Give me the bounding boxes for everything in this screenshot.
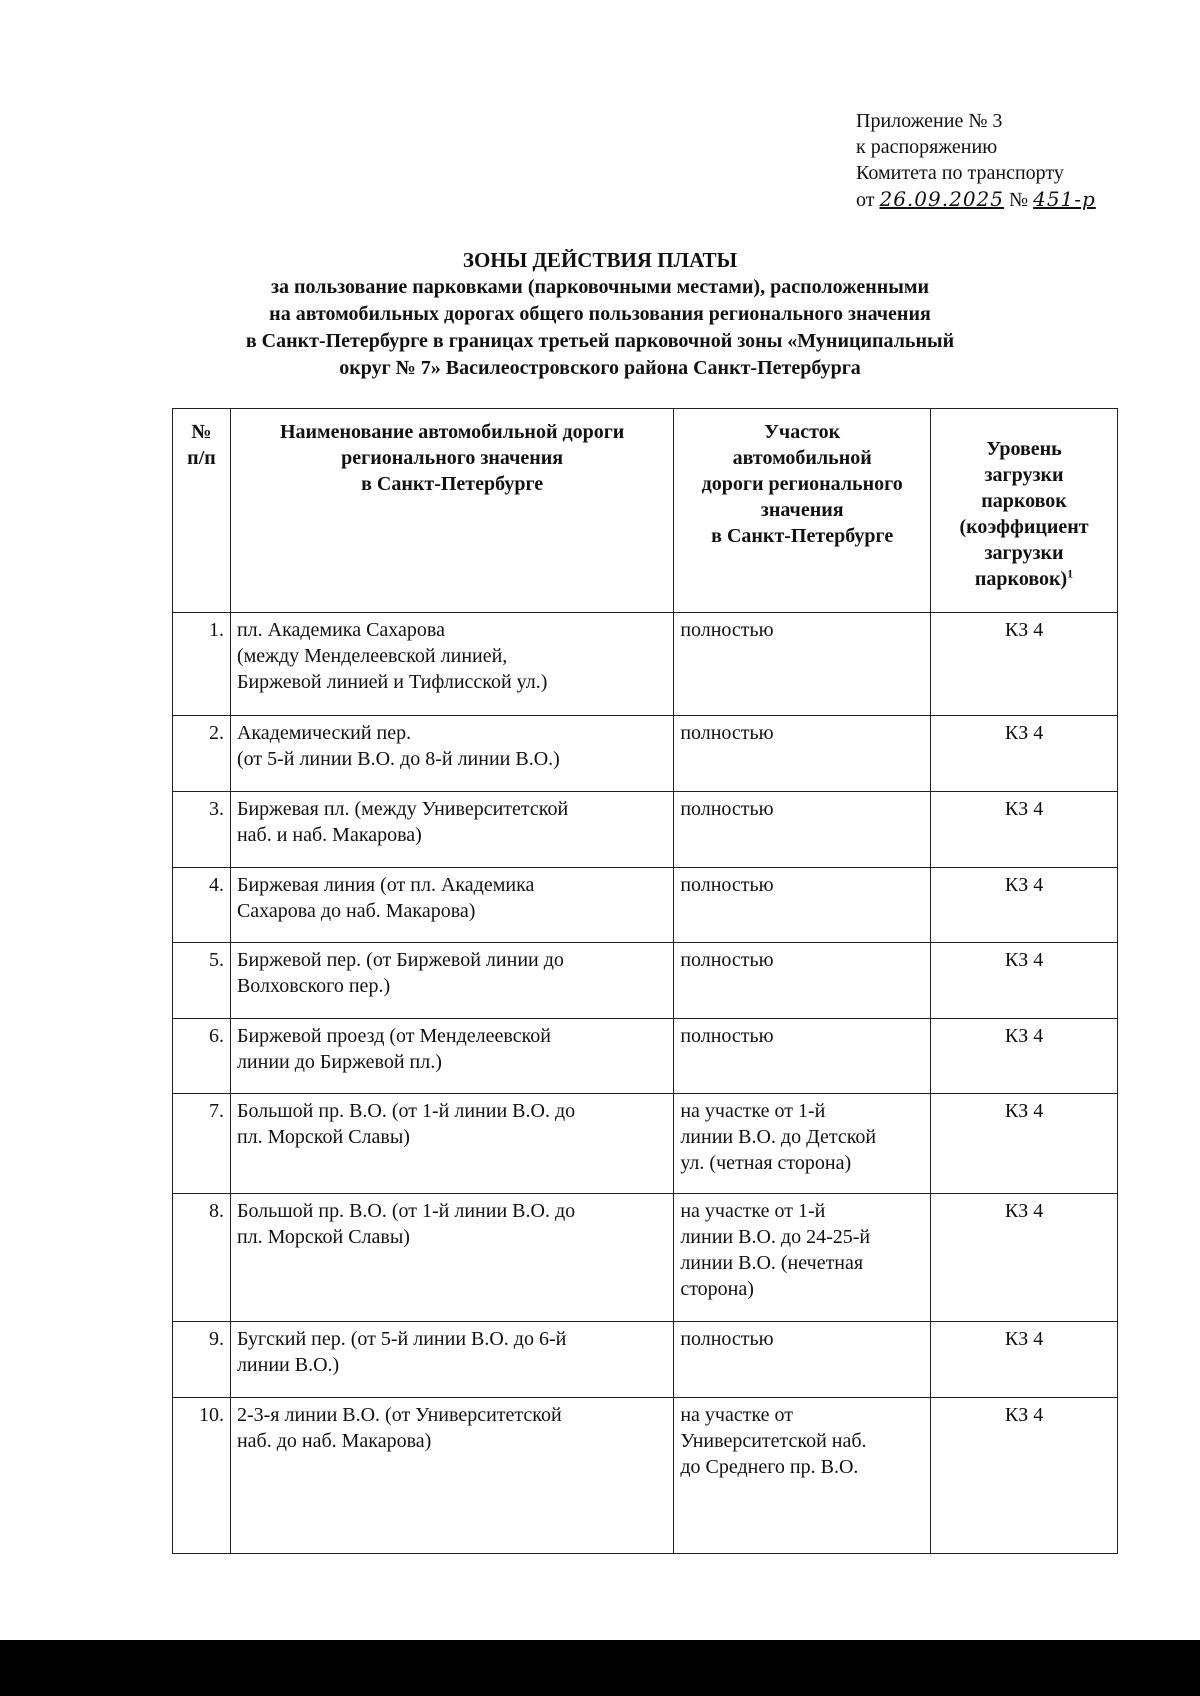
road-section [674, 1194, 931, 1322]
row-number: 2. [173, 716, 231, 792]
header-level-line: Уровень [986, 437, 1062, 460]
road-section [674, 868, 931, 943]
road-name-line: Бугский пер. (от 5-й линии В.О. до 6-й [236, 1328, 567, 1350]
appendix-line-2: к распоряжению [856, 136, 998, 158]
road-section [674, 716, 931, 792]
appendix-date-line [856, 186, 1096, 213]
road-name [230, 943, 673, 1019]
handwritten-date: 26.09.2025 [879, 187, 1004, 211]
document-title [150, 246, 1050, 382]
row-number: 5. [173, 943, 231, 1019]
road-section-line: на участке от 1-й [680, 1200, 826, 1222]
road-name-line: (от 5-й линии В.О. до 8-й линии В.О.) [236, 748, 560, 770]
header-section-line: автомобильной [732, 447, 872, 469]
row-number: 1. [173, 613, 231, 716]
table-row [173, 1019, 1118, 1094]
load-level: КЗ 4 [931, 1019, 1118, 1094]
load-level: КЗ 4 [931, 1398, 1118, 1554]
load-level: КЗ 4 [931, 613, 1118, 716]
road-name-line: (между Менделеевской линией, [236, 645, 508, 667]
road-name-line: линии В.О.) [236, 1354, 340, 1376]
header-num-line: № [191, 421, 212, 443]
table-row [173, 1194, 1118, 1322]
load-level: КЗ 4 [931, 792, 1118, 868]
table-row [173, 868, 1118, 943]
road-name-line: 2-3-я линии В.О. (от Университетской [236, 1404, 562, 1426]
road-name-line: линии до Биржевой пл.) [236, 1051, 442, 1073]
road-name [230, 1398, 673, 1554]
road-section-line: полностью [680, 798, 774, 820]
table-row [173, 1094, 1118, 1194]
title-line-1: за пользование парковками (парковочными местами), расположенными [271, 276, 929, 298]
row-number: 7. [173, 1094, 231, 1194]
header-level-line: загрузки [984, 463, 1064, 486]
table-row [173, 943, 1118, 1019]
header-name-line: в Санкт-Петербурге [361, 473, 544, 495]
road-section-line: до Среднего пр. В.О. [680, 1456, 859, 1478]
road-section-line: полностью [680, 1025, 774, 1047]
road-name-line: Большой пр. В.О. (от 1-й линии В.О. до [236, 1200, 576, 1222]
header-num [173, 409, 231, 613]
road-section [674, 1094, 931, 1194]
road-section-line: линии В.О. до Детской [680, 1126, 877, 1148]
header-section [674, 409, 931, 613]
header-level-line: парковок) [974, 567, 1068, 590]
road-section-line: линии В.О. (нечетная [680, 1252, 864, 1274]
road-section-line: сторона) [680, 1278, 754, 1300]
title-line-2: на автомобильных дорогах общего пользования регионального значения [269, 303, 931, 325]
road-name [230, 868, 673, 943]
row-number: 10. [173, 1398, 231, 1554]
road-name-line: наб. и наб. Макарова) [236, 824, 422, 846]
load-level: КЗ 4 [931, 868, 1118, 943]
road-name [230, 1194, 673, 1322]
table-row [173, 1322, 1118, 1398]
header-section-line: Участок [764, 421, 841, 443]
appendix-line-3: Комитета по транспорту [856, 162, 1064, 184]
road-section-line: полностью [680, 1328, 774, 1350]
road-name-line: Большой пр. В.О. (от 1-й линии В.О. до [236, 1100, 576, 1122]
header-level-line: загрузки [984, 541, 1064, 564]
header-section-line: значения [760, 499, 844, 521]
road-section-line: на участке от 1-й [680, 1100, 826, 1122]
road-section [674, 792, 931, 868]
road-name-line: Биржевой проезд (от Менделеевской [236, 1025, 551, 1047]
road-name-line: Биржевой линией и Тифлисской ул.) [236, 671, 548, 693]
road-section [674, 1322, 931, 1398]
title-line-3: в Санкт-Петербурге в границах третьей парковочной зоны «Муниципальный [245, 330, 955, 352]
table-row [173, 613, 1118, 716]
load-level: КЗ 4 [931, 716, 1118, 792]
road-section-line: полностью [680, 949, 774, 971]
load-level: КЗ 4 [931, 943, 1118, 1019]
row-number: 4. [173, 868, 231, 943]
date-prefix: от [856, 189, 875, 211]
table-row [173, 716, 1118, 792]
road-name-line: Волховского пер.) [236, 975, 391, 997]
title-line-4: округ № 7» Василеостровского района Санкт-Петербурга [339, 357, 861, 379]
header-section-line: дороги регионального [701, 473, 903, 495]
header-section-line: в Санкт-Петербурге [711, 525, 894, 547]
row-number: 8. [173, 1194, 231, 1322]
row-number: 9. [173, 1322, 231, 1398]
road-name [230, 1094, 673, 1194]
road-section-line: Университетской наб. [680, 1430, 867, 1452]
load-level: КЗ 4 [931, 1322, 1118, 1398]
road-name [230, 613, 673, 716]
road-name-line: пл. Морской Славы) [236, 1126, 410, 1148]
zones-table [172, 408, 1118, 1554]
number-prefix: № [1009, 189, 1029, 211]
road-name-line: Биржевая пл. (между Университетской [236, 798, 569, 820]
road-name [230, 792, 673, 868]
title-main: ЗОНЫ ДЕЙСТВИЯ ПЛАТЫ [462, 248, 738, 272]
row-number: 3. [173, 792, 231, 868]
table-row [173, 1398, 1118, 1554]
appendix-line-1: Приложение № 3 [856, 110, 1003, 132]
handwritten-number: 451-р [1033, 187, 1096, 211]
road-name-line: наб. до наб. Макарова) [236, 1430, 432, 1452]
road-section-line: полностью [680, 874, 774, 896]
table-header-row [173, 409, 1118, 613]
header-name-line: Наименование автомобильной дороги [279, 421, 625, 443]
road-section-line: на участке от [680, 1404, 794, 1426]
road-name [230, 716, 673, 792]
header-level [931, 409, 1118, 613]
road-name-line: пл. Морской Славы) [236, 1226, 410, 1248]
road-section-line: ул. (четная сторона) [680, 1152, 852, 1174]
road-section [674, 943, 931, 1019]
header-level-line: (коэффициент [959, 515, 1089, 538]
load-level: КЗ 4 [931, 1194, 1118, 1322]
road-name [230, 1019, 673, 1094]
table-row [173, 792, 1118, 868]
road-section-line: линии В.О. до 24-25-й [680, 1226, 871, 1248]
road-section-line: полностью [680, 619, 774, 641]
road-section-line: полностью [680, 722, 774, 744]
road-name-line: Биржевой пер. (от Биржевой линии до [236, 949, 564, 971]
header-num-line: п/п [187, 447, 216, 469]
header-level-line: парковок [981, 489, 1067, 512]
header-name [230, 409, 673, 613]
road-section [674, 613, 931, 716]
footnote-marker: 1 [1067, 565, 1074, 580]
road-name-line: пл. Академика Сахарова [236, 619, 445, 641]
road-name-line: Сахарова до наб. Макарова) [236, 900, 476, 922]
road-name [230, 1322, 673, 1398]
road-section [674, 1398, 931, 1554]
header-name-line: регионального значения [341, 447, 564, 469]
road-name-line: Биржевая линия (от пл. Академика [236, 874, 535, 896]
scan-bottom-bar [0, 1640, 1200, 1696]
road-section [674, 1019, 931, 1094]
header-level-line-last [937, 566, 1111, 592]
load-level: КЗ 4 [931, 1094, 1118, 1194]
row-number: 6. [173, 1019, 231, 1094]
road-name-line: Академический пер. [236, 722, 412, 744]
appendix-block [856, 108, 1096, 213]
